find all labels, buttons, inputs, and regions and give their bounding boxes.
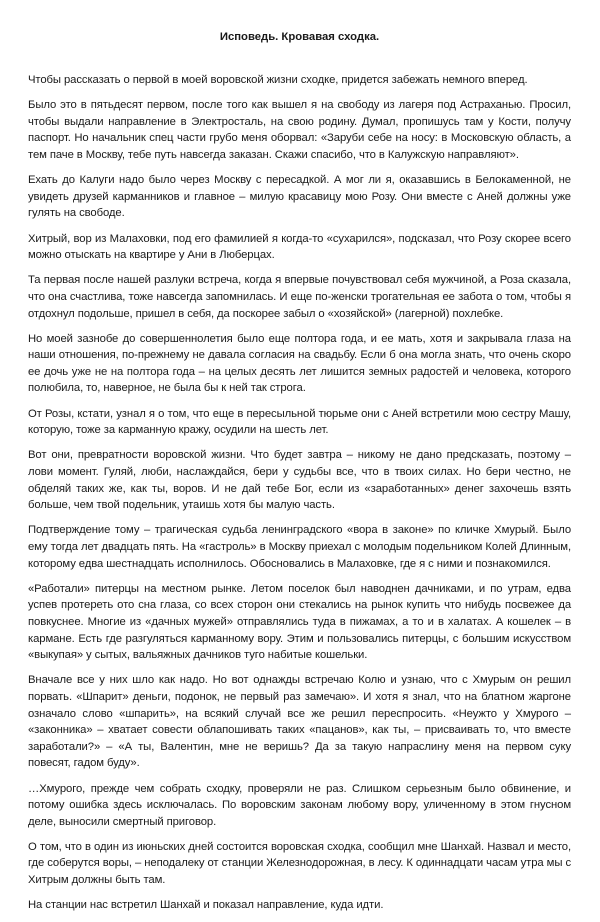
paragraph: Хитрый, вор из Малаховки, под его фамилией я когда-то «сухарился», подсказал, что Розу скорее всего можно отыскать на квартире у Ани в Люберцах. [28,232,571,262]
paragraph: …Хмурого, прежде чем собрать сходку, проверяли не раз. Слишком серьезным было обвинение, и потому ошибка здесь исключалась. По воровским законам любому вору, уличенному в этом гнусном деле, выносили смертный приговор. [28,782,571,828]
paragraph: Было это в пятьдесят первом, после того как вышел я на свободу из лагеря под Астраханью. Просил, чтобы выдали направление в Электросталь, на свою родину. Думал, пропишусь там у Кости, получу паспорт. Но начальник спец части грубо меня оборвал: «Заруби себе на носу: в Московскую область, а тем паче в Москву, тебе путь навсегда заказан. Скажи спасибо, что в Калужскую направляют». [28,99,571,161]
paragraph: Чтобы рассказать о первой в моей воровской жизни сходке, придется забежать немного вперед. [28,74,528,86]
paragraph: Та первая после нашей разлуки встреча, когда я впервые почувствовал себя мужчиной, а Роза сказала, что она счастлива, тоже навсегда запомнилась. И еще по-женски трогательная ее забота о том, чтобы я отдохнул подольше, пришел в себя, да поскорее забыл о «хозяйской» (лагерной) похлебке. [28,274,571,320]
paragraph: О том, что в один из июньских дней состоится воровская сходка, сообщил мне Шанхай. Назвал и место, где соберутся воры, – неподалеку от станции Железнодорожная, в лесу. К одиннадцати часам утра мы с Хитрым должны быть там. [28,840,571,887]
document-title: Исповедь. Кровавая сходка. [219,31,380,43]
document-page [28,0,571,922]
paragraph: На станции нас встретил Шанхай и показал направление, куда идти. [28,899,384,912]
paragraph: Вот они, превратности воровской жизни. Что будет завтра – никому не дано предсказать, поэтому – лови момент. Гуляй, люби, наслаждайся, бери у судьбы все, что в твоих силах. Но бери честно, не обделяй таких же, как ты, воров. И не дай тебе Бог, если из «заработанных» денег захочешь взять больше, чем твой подельник, утаишь хотя бы малую часть. [28,449,571,512]
paragraph: Вначале все у них шло как надо. Но вот однажды встречаю Колю и узнаю, что с Хмурым он решил порвать. «Шпарит» деньги, подонок, не первый раз замечаю». И хотя я знал, что на блатном жаргоне означало слово «шпарить», на всякий случай все же решил переспросить. «Неужто у Хмурого – «законника» – хватает совести облапошивать таких «пацанов», как ты, – присваивать то, что вместе заработали?» – «А ты, Валентин, мне не веришь? Да за такую напраслину меня на первом суку повесят, гадом буду». [28,674,571,770]
paragraph: Подтверждение тому – трагическая судьба ленинградского «вора в законе» по кличке Хмурый. Было ему тогда лет двадцать пять. На «гастроль» в Москву приехал с молодым подельником Колей Длинным, которому едва шестнадцать исполнилось. Обосновались в Малаховке, где я с ними и познакомился. [28,524,571,570]
paragraph: Ехать до Калуги надо было через Москву с пересадкой. А мог ли я, оказавшись в Белокаменной, не увидеть друзей карманников и главное – милую красавицу мою Розу. Они вместе с Аней должны уже гулять на свободе. [28,174,571,220]
paragraph: От Розы, кстати, узнал я о том, что еще в пересыльной тюрьме они с Аней встретили мою сестру Машу, которую, тоже за карманную кражу, осудили на шесть лет. [28,407,571,437]
paragraph: «Работали» питерцы на местном рынке. Летом поселок был наводнен дачниками, и по утрам, едва успев протереть ото сна глаза, со всех сторон они стекались на рынок купить что нибудь посвежее да повкуснее. Многие из «дачных мужей» отправлялись туда в пижамах, а то и в халатах. А кошелек – в кармане. Есть где разгуляться карманному вору. Этим и пользовались питерцы, с большим искусством «выкупая» у сытых, вальяжных дачников туго набитые кошельки. [28,582,571,662]
paragraph: Но моей зазнобе до совершеннолетия было еще полтора года, и ее мать, хотя и закрывала глаза на наши отношения, по-прежнему не давала согласия на свадьбу. Если б она могла знать, что очень скоро ее дочь уже не на полтора года – на целых десять лет лишится земных радостей и человека, которого полюбила, то, наверное, не была бы к ней так строга. [28,332,571,395]
